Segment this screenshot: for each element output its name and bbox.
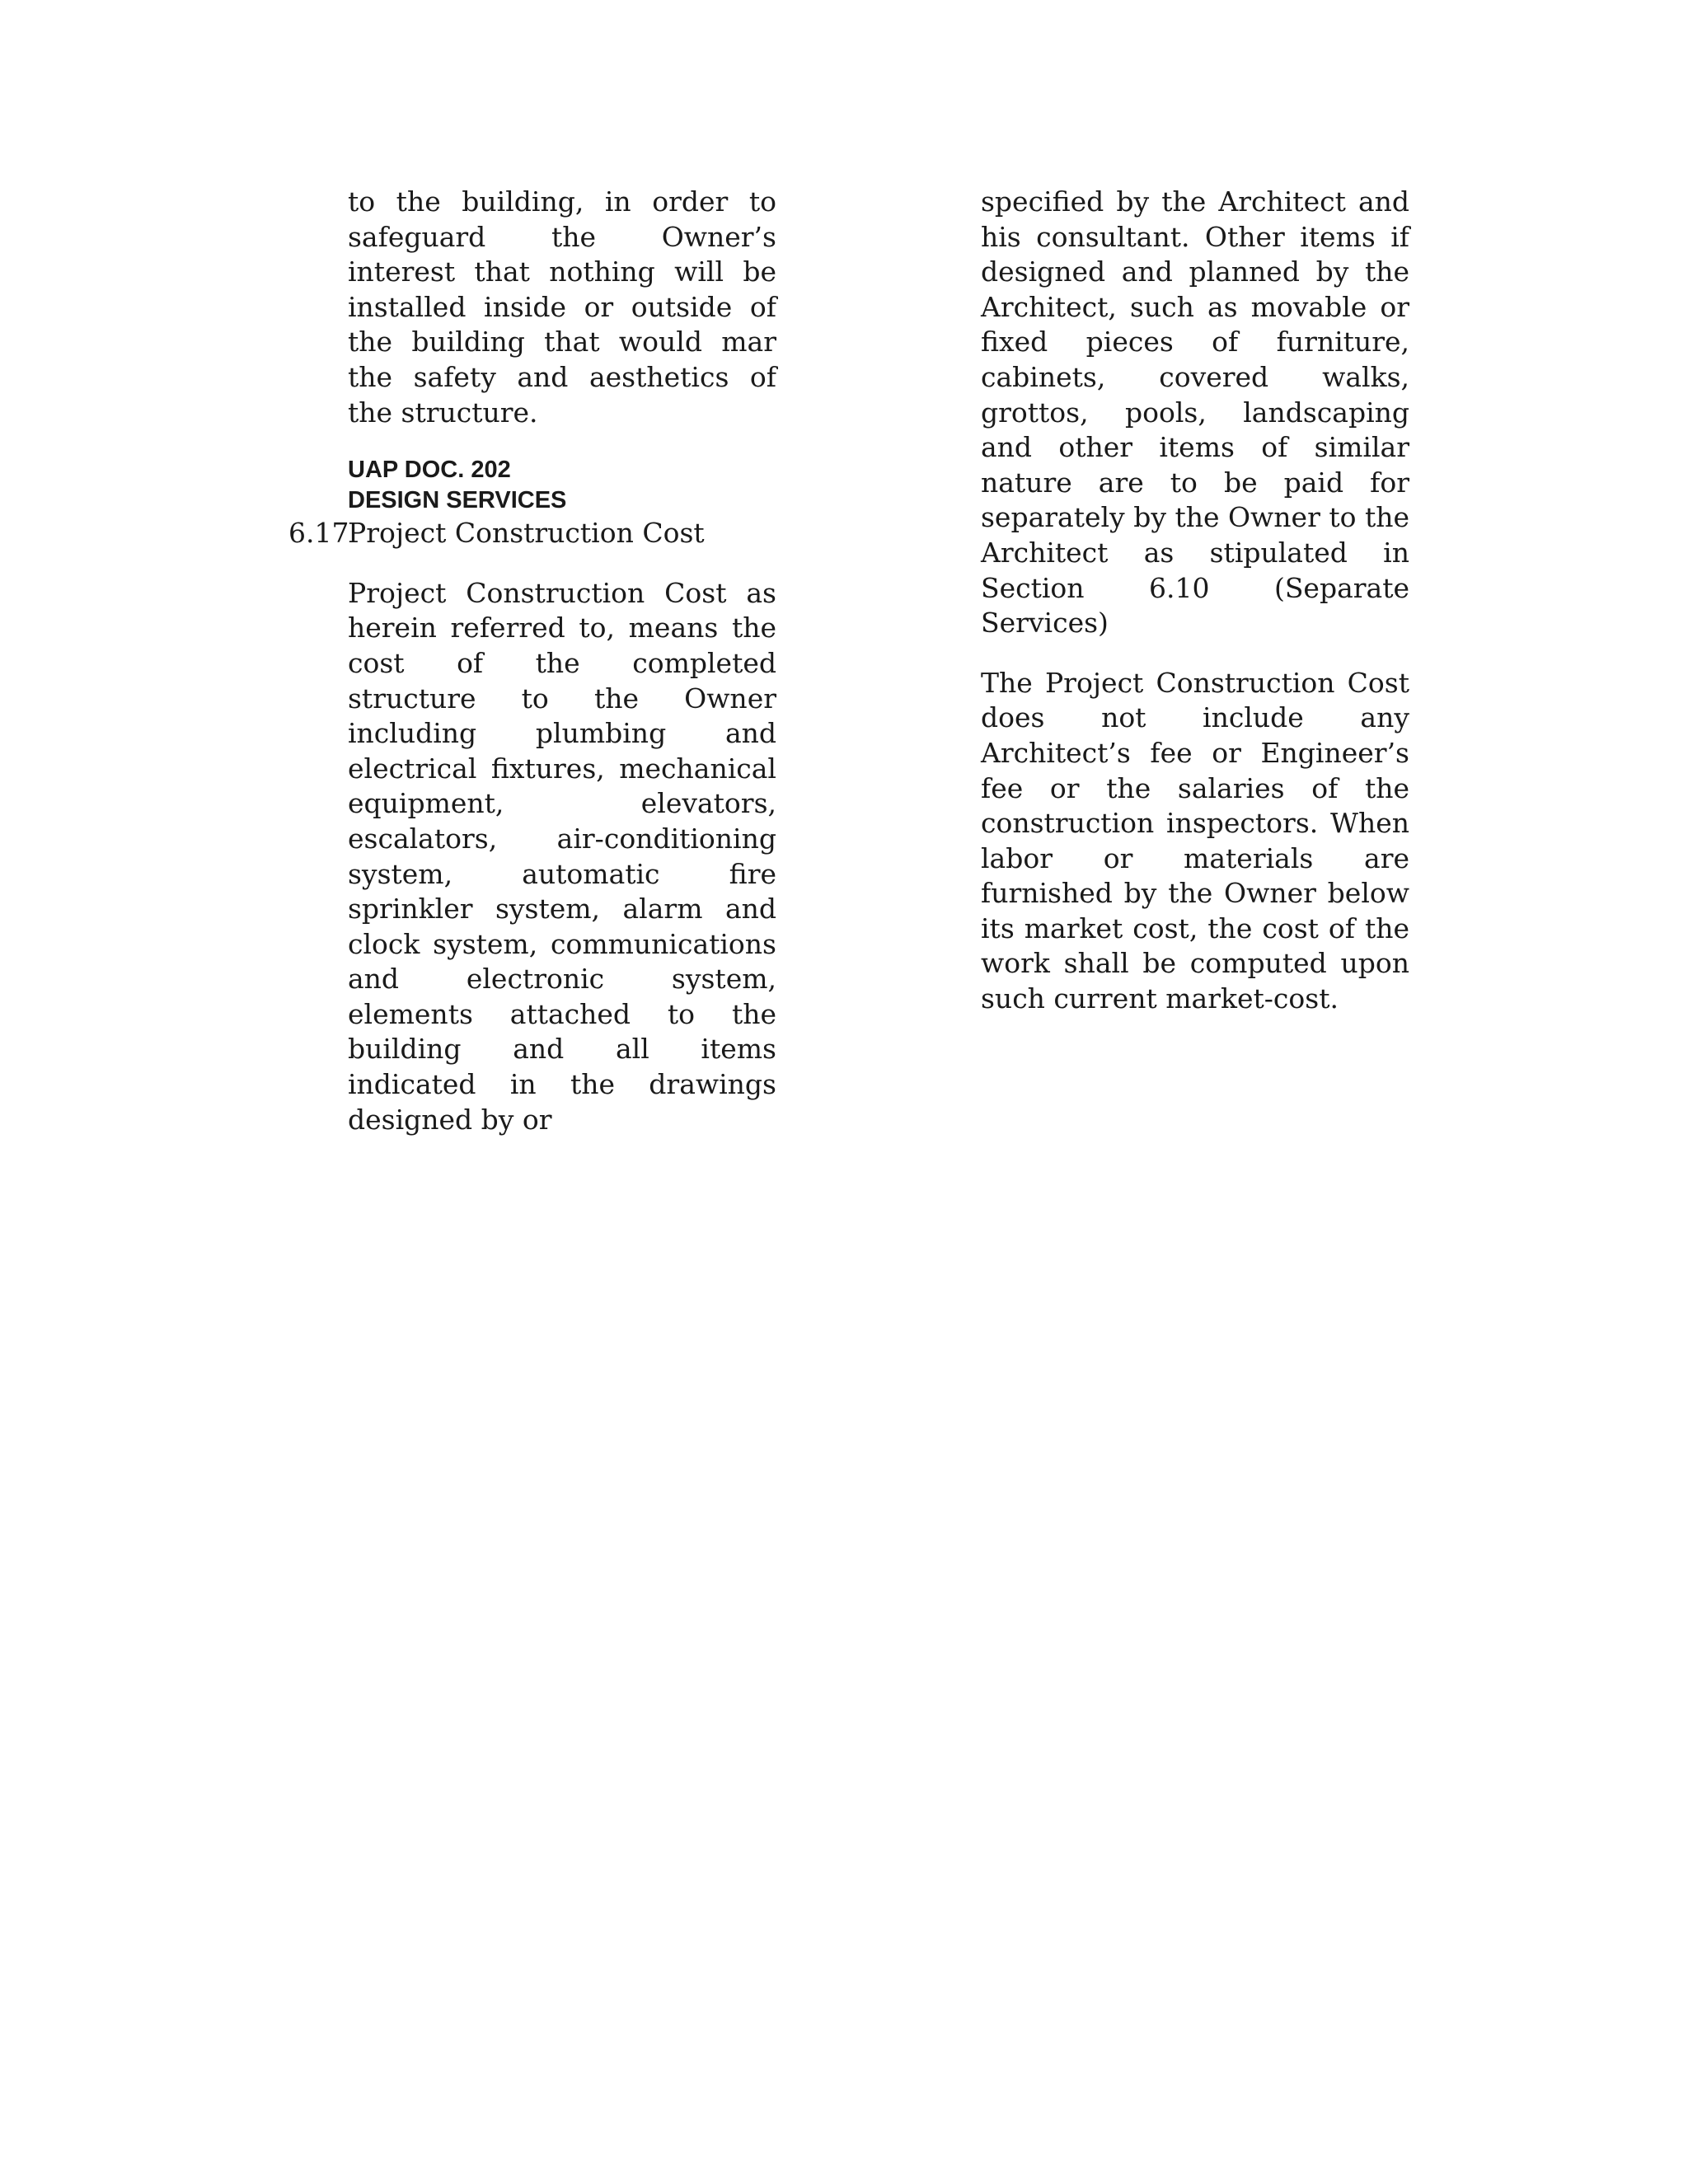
section-title: Project Construction Cost <box>348 517 705 550</box>
intro-paragraph: to the building, in order to safeguard the Owner’s interest that nothing will be installed inside or outside of the building that would mar the safety and aesthetics of the structure. <box>348 185 776 429</box>
doc-title: DESIGN SERVICES <box>348 487 567 514</box>
right-paragraph-2: The Project Construction Cost does not include any Architect’s fee or Engineer’s fee or the salaries of the construction inspectors. When labor or materials are furnished by the Owner below its market cost, the cost of the work shall be computed upon such current market-cost. <box>981 666 1409 1015</box>
section-heading <box>288 516 776 551</box>
section-paragraph: Project Construction Cost as herein referred to, means the cost of the completed structure to the Owner including plumbing and electrical fixtures, mechanical equipment, elevators, escalators, air-conditioning system, automatic fire sprinkler system, alarm and clock system, communications and electronic system, elements attached to the building and all items indicated in the drawings designed by or <box>348 576 776 1136</box>
right-paragraph-1: specified by the Architect and his consultant. Other items if designed and planned by the Architect, such as movable or fixed pieces of furniture, cabinets, covered walks, grottos, pools, landscaping and other items of similar nature are to be paid for separately by the Owner to the Architect as stipulated in Section 6.10 (Separate Services) <box>981 185 1409 640</box>
section-number: 6.17 <box>288 517 349 550</box>
right-column <box>981 185 1409 1017</box>
left-column <box>288 185 776 1137</box>
doc-label: UAP DOC. 202 <box>348 457 511 484</box>
